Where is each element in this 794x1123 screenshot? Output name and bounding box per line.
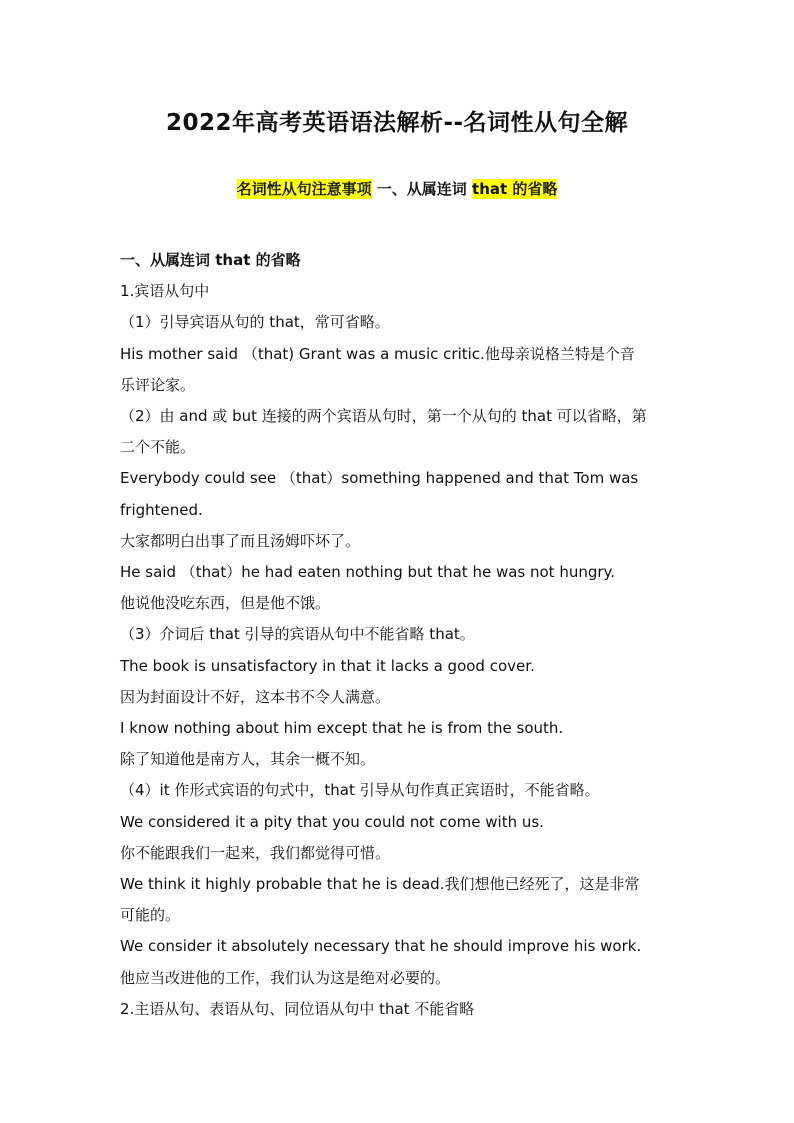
subtitle-part-section: 一、从属连词 <box>371 180 473 198</box>
example-line: He said （that）he had eaten nothing but that he was not hungry. <box>120 563 616 582</box>
rule-line: 二个不能。 <box>120 438 196 457</box>
subsection-heading: 1.宾语从句中 <box>120 282 210 301</box>
highlighted-subtitle <box>0 178 794 199</box>
translation-line: 他说他没吃东西，但是他不饿。 <box>120 594 331 613</box>
example-line: 可能的。 <box>120 906 181 925</box>
document-title: 2022年高考英语语法解析--名词性从句全解 <box>165 110 629 136</box>
example-line: frightened. <box>120 500 203 519</box>
rule-line: （4）it 作形式宾语的句式中，that 引导从句作真正宾语时，不能省略。 <box>120 781 600 800</box>
rule-line: （3）介词后 that 引导的宾语从句中不能省略 that。 <box>120 625 475 644</box>
example-line: His mother said （that) Grant was a music critic.他母亲说格兰特是个音 <box>120 344 635 363</box>
section-heading: 一、从属连词 that 的省略 <box>120 251 301 269</box>
translation-line: 除了知道他是南方人，其余一概不知。 <box>120 750 376 769</box>
example-line: We think it highly probable that he is dead.我们想他已经死了，这是非常 <box>120 875 640 894</box>
translation-line: 他应当改进他的工作，我们认为这是绝对必要的。 <box>120 968 451 987</box>
subtitle-part-that: that <box>472 180 508 198</box>
subtitle-part-notes: 名词性从句注意事项 <box>236 180 372 198</box>
rule-line: （1）引导宾语从句的 that，常可省略。 <box>120 313 390 332</box>
example-line: The book is unsatisfactory in that it lacks a good cover. <box>120 656 535 675</box>
example-line: We consider it absolutely necessary that he should improve his work. <box>120 937 642 956</box>
translation-line: 你不能跟我们一起来，我们都觉得可惜。 <box>120 843 391 862</box>
example-line: 乐评论家。 <box>120 375 196 394</box>
example-line: I know nothing about him except that he is from the south. <box>120 719 564 738</box>
example-line: We considered it a pity that you could not come with us. <box>120 812 544 831</box>
translation-line: 因为封面设计不好，这本书不令人满意。 <box>120 687 391 706</box>
translation-line: 大家都明白出事了而且汤姆吓坏了。 <box>120 531 361 550</box>
subsection-heading: 2.主语从句、表语从句、同位语从句中 that 不能省略 <box>120 999 475 1018</box>
rule-line: （2）由 and 或 but 连接的两个宾语从句时，第一个从句的 that 可以省略，第 <box>120 407 647 426</box>
subtitle-part-omission: 的省略 <box>507 180 558 198</box>
document-body <box>120 245 680 1025</box>
example-line: Everybody could see （that）something happened and that Tom was <box>120 469 639 488</box>
